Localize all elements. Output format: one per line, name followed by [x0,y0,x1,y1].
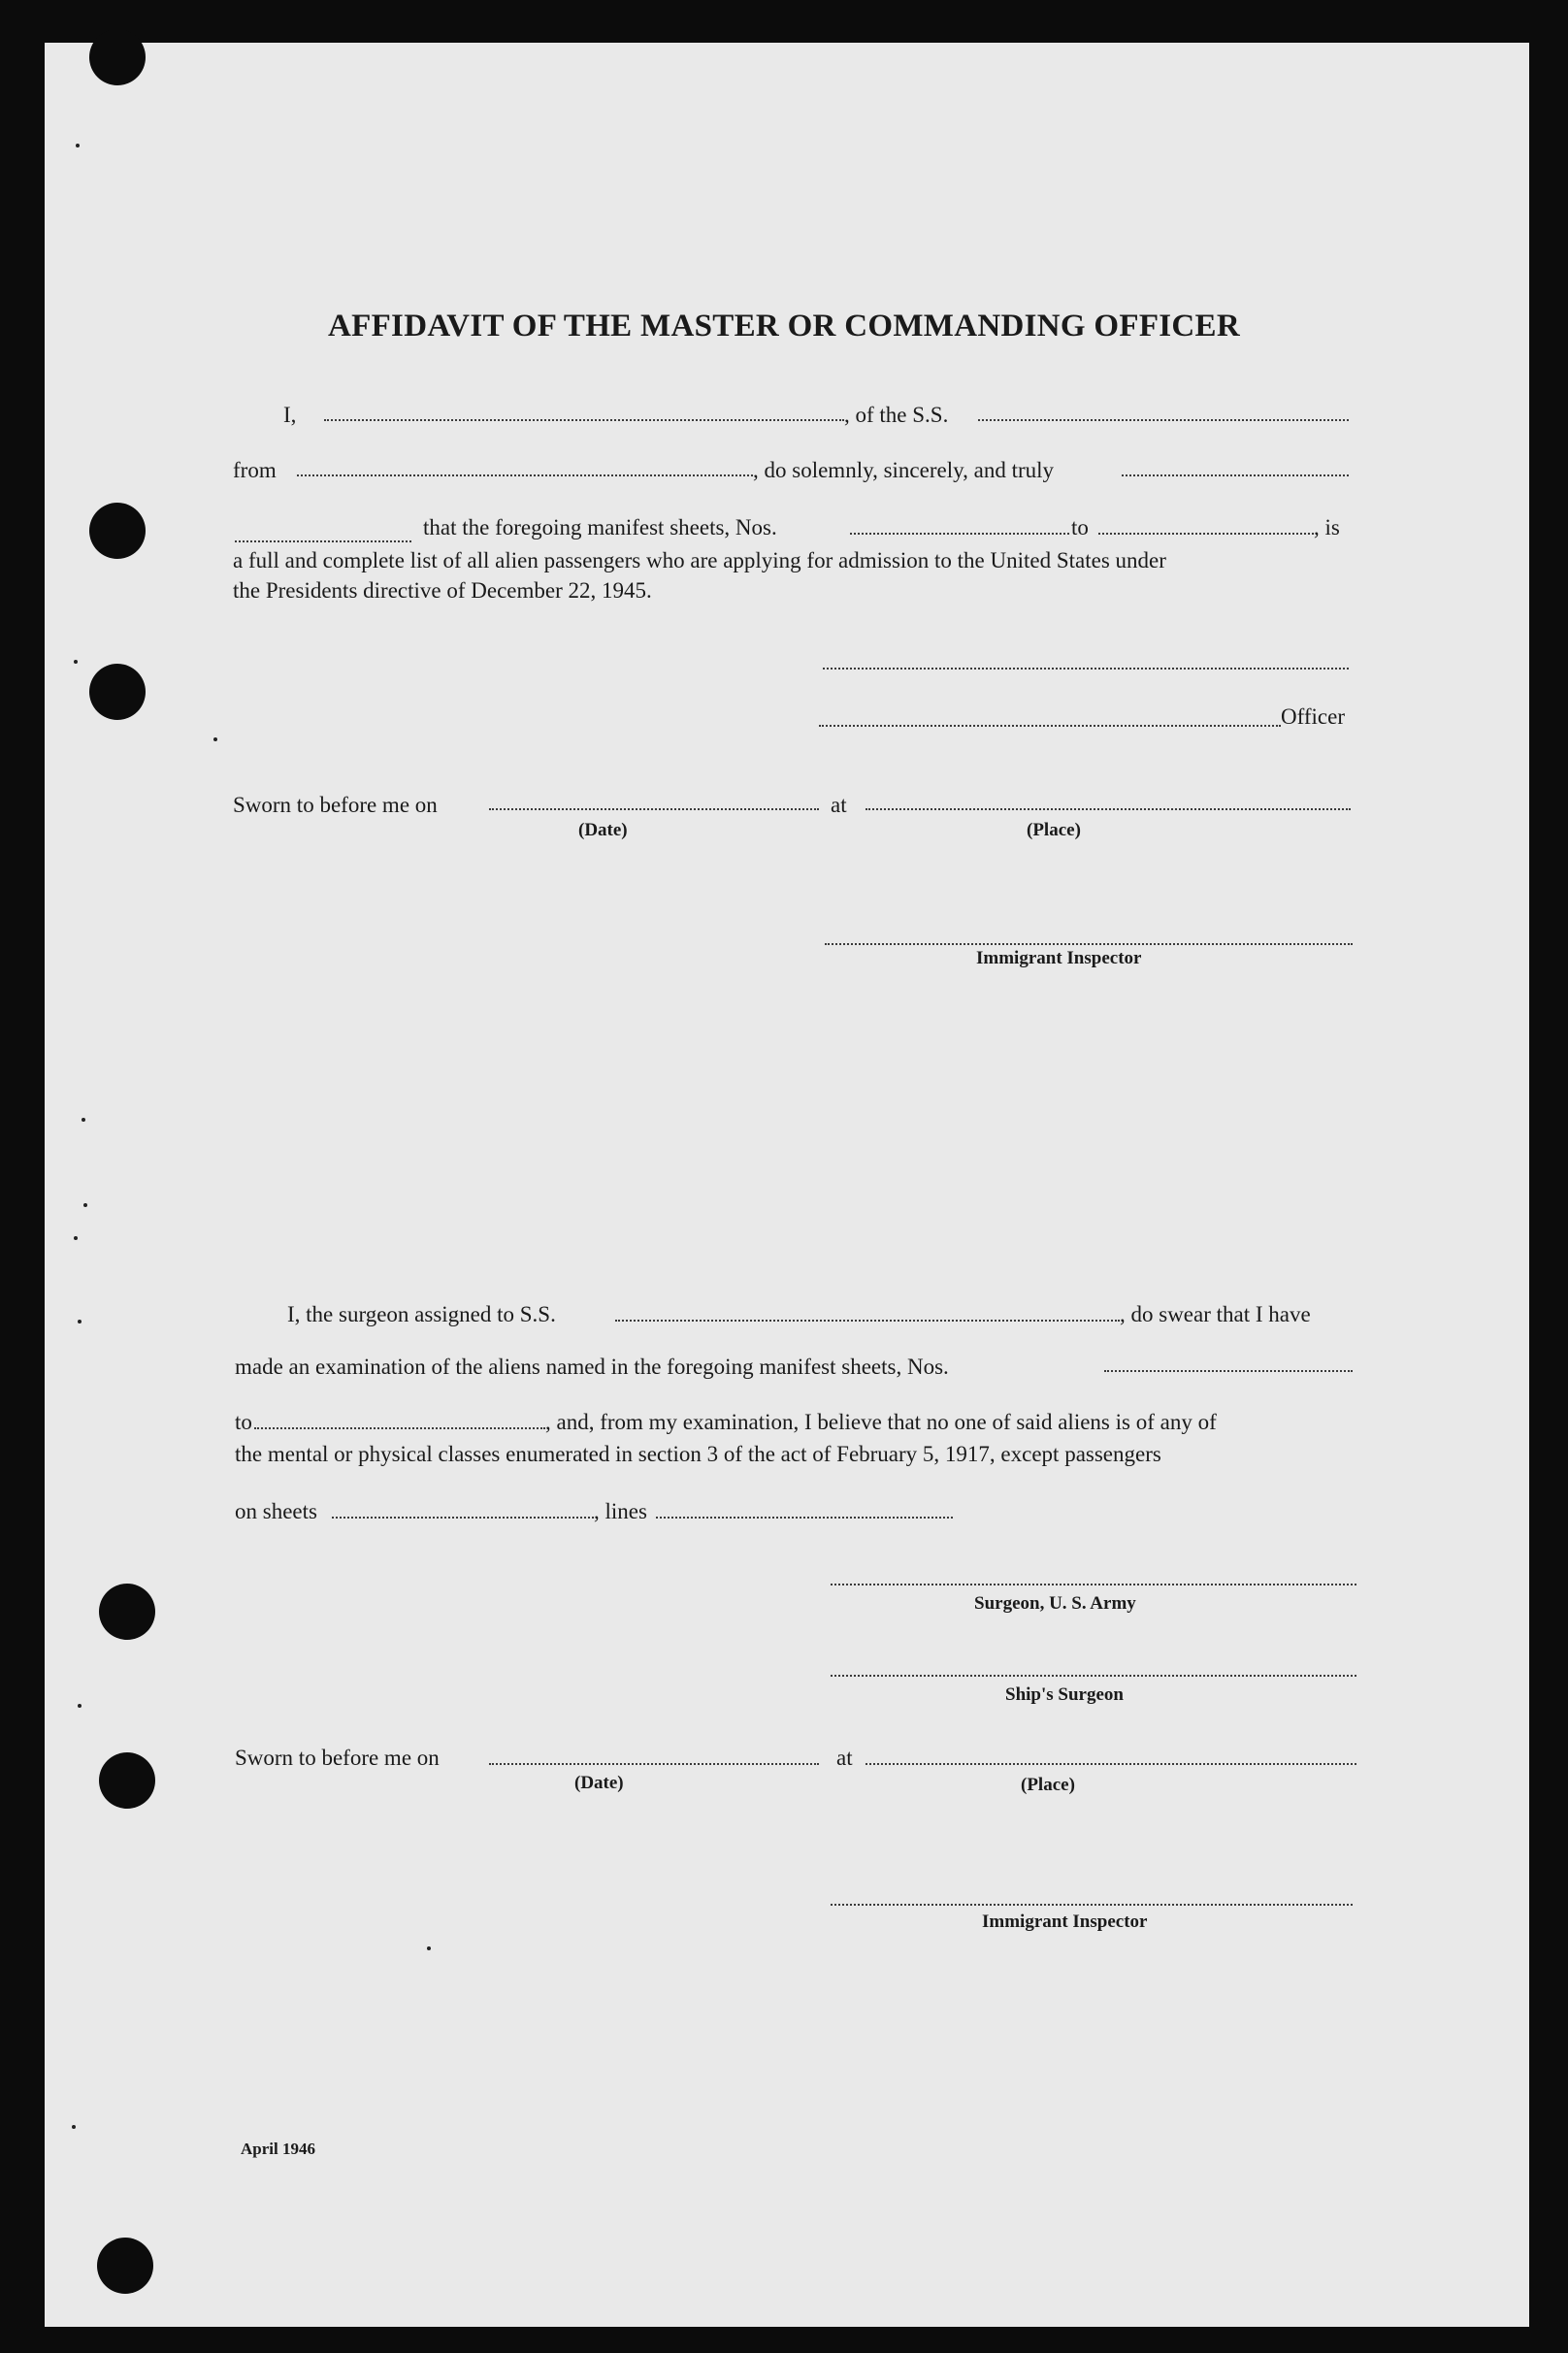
to-label: to [1071,515,1089,539]
sworn-label-1: Sworn to before me on [233,793,438,817]
surgeon-sheets-to-field[interactable] [254,1427,545,1429]
ship-surgeon-label: Ship's Surgeon [1005,1684,1124,1705]
manifest-to-field[interactable] [1098,533,1314,535]
officer-signature-field-1[interactable] [823,668,1349,670]
sworn-label-2: Sworn to before me on [235,1746,440,1770]
speck [213,737,217,741]
on-sheets-label: on sheets [235,1499,317,1523]
from-label: from [233,458,277,482]
surgeon-line-3-end: , and, from my examination, I believe that no one of said aliens is of any of [545,1410,1217,1434]
date-label-2: (Date) [574,1773,624,1793]
place-label-1: (Place) [1027,820,1081,840]
surgeon-sheets-from-field[interactable] [1104,1370,1353,1372]
speck [74,1236,78,1240]
sworn-place-field-1[interactable] [866,808,1351,810]
speck [78,1704,82,1708]
at-label-1: at [831,793,847,817]
army-surgeon-signature-field[interactable] [831,1584,1356,1585]
place-label-2: (Place) [1021,1775,1075,1795]
surgeon-line-1-start: I, the surgeon assigned to S.S. [287,1302,556,1326]
speck [78,1320,82,1324]
punch-hole [97,2238,153,2294]
manifest-text: that the foregoing manifest sheets, Nos. [423,515,777,539]
inspector-label-2: Immigrant Inspector [982,1912,1148,1932]
sworn-date-field-1[interactable] [489,808,819,810]
swear-label: , do solemnly, sincerely, and truly [753,458,1055,482]
punch-hole [89,29,146,85]
punch-hole [99,1584,155,1640]
directive-text: the Presidents directive of December 22, 1945. [233,578,652,603]
surgeon-line-1-end: , do swear that I have [1120,1302,1311,1326]
ship-surgeon-signature-field[interactable] [831,1675,1356,1677]
speck [76,144,80,147]
punch-hole [89,664,146,720]
form-date-footer: April 1946 [241,2140,315,2158]
manifest-from-field[interactable] [850,533,1069,535]
is-label: , is [1314,515,1340,539]
oath-word-field[interactable] [235,540,411,542]
i-label: I, [283,403,297,427]
sworn-place-field-2[interactable] [866,1763,1356,1765]
inspector-signature-field-2[interactable] [831,1904,1353,1906]
swear-field[interactable] [1122,474,1349,476]
speck [83,1203,87,1207]
speck [74,660,78,664]
form-title: AFFIDAVIT OF THE MASTER OR COMMANDING OFFICER [328,309,1240,343]
of-ss-label: , of the S.S. [844,403,949,427]
surgeon-to-label: to [235,1410,252,1434]
officer-signature-field-2[interactable] [819,725,1281,727]
inspector-label-1: Immigrant Inspector [976,948,1142,968]
form-sheet [45,43,1529,2327]
master-name-field[interactable] [324,419,844,421]
except-sheets-field[interactable] [332,1517,594,1519]
army-surgeon-label: Surgeon, U. S. Army [974,1593,1136,1614]
lines-label: , lines [594,1499,647,1523]
full-list-text: a full and complete list of all alien passengers who are applying for admission to the United States under [233,548,1166,572]
punch-hole [89,503,146,559]
punch-hole [99,1752,155,1809]
speck [427,1946,431,1950]
officer-label: Officer [1281,704,1345,729]
surgeon-line-4: the mental or physical classes enumerated in section 3 of the act of February 5, 1917, except passengers [235,1442,1161,1466]
at-label-2: at [836,1746,853,1770]
surgeon-line-2: made an examination of the aliens named in the foregoing manifest sheets, Nos. [235,1355,949,1379]
sworn-date-field-2[interactable] [489,1763,819,1765]
speck [72,2125,76,2129]
except-lines-field[interactable] [656,1517,953,1519]
ship-name-field[interactable] [978,419,1349,421]
surgeon-ship-field[interactable] [615,1320,1120,1322]
inspector-signature-field-1[interactable] [825,943,1353,945]
from-port-field[interactable] [297,474,753,476]
speck [82,1118,85,1122]
date-label-1: (Date) [578,820,628,840]
